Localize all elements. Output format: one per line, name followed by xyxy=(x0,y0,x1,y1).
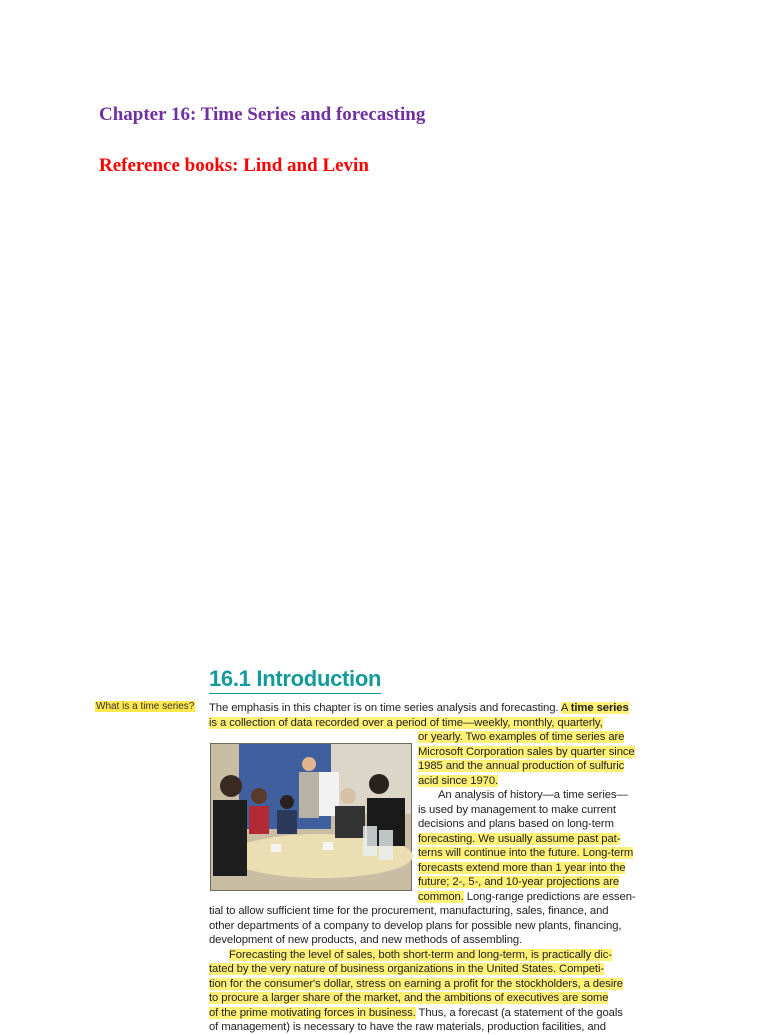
text-segment: to procure a larger share of the market, and the ambitions of executives are some xyxy=(209,992,609,1004)
text-segment: development of new products, and new methods of assembling. xyxy=(209,934,523,946)
text-segment: or yearly. xyxy=(418,731,463,743)
text-segment: time series xyxy=(570,702,629,714)
chapter-title: Chapter 16: Time Series and forecasting xyxy=(99,104,426,125)
text-segment: of management) is necessary to have the raw materials, production facilities, and xyxy=(209,1021,606,1033)
text-segment: common. xyxy=(418,890,464,903)
text-line xyxy=(418,774,638,789)
text-segment: A xyxy=(560,702,571,714)
text-segment: other departments of a company to develop plans for possible new plants, financing, xyxy=(209,919,622,932)
text-line xyxy=(209,1006,639,1021)
text-line xyxy=(418,745,638,760)
text-line xyxy=(418,832,638,847)
text-line xyxy=(209,716,639,731)
text-line xyxy=(418,817,638,832)
text-segment: Forecasting the level of sales, both short-term and long-term, is practically dic- xyxy=(229,948,612,961)
meeting-photo xyxy=(210,743,412,891)
text-segment: tion for the consumer's dollar, stress on earning a profit for the stockholders, a desire xyxy=(209,977,623,990)
text-segment: decisions and plans based on long-term xyxy=(418,818,614,830)
text-line xyxy=(209,904,639,919)
text-line xyxy=(418,890,638,905)
text-segment: acid since 1970. xyxy=(418,774,499,787)
text-line xyxy=(418,759,638,774)
text-segment: An analysis of history—a time series— xyxy=(438,789,628,801)
text-line xyxy=(418,875,638,890)
text-segment: Long-range predictions are essen- xyxy=(463,890,636,903)
text-line xyxy=(418,803,638,818)
text-segment: 1985 and the annual production of sulfuric xyxy=(418,760,625,772)
text-line xyxy=(418,846,638,861)
text-line xyxy=(418,730,638,745)
scanned-textbook-page xyxy=(0,660,768,1033)
text-segment: of the prime motivating forces in business. xyxy=(209,1006,416,1019)
text-segment: forecasting. xyxy=(418,832,476,845)
text-segment: tial to allow sufficient time for the procurement, manufacturing, sales, finance, and xyxy=(209,905,609,917)
text-segment: forecasts extend more than 1 year into the xyxy=(418,861,626,874)
text-segment: Microsoft Corporation sales by quarter since xyxy=(418,745,635,758)
margin-note: What is a time series? xyxy=(96,701,195,712)
text-segment: future; 2-, 5-, and 10-year projections are xyxy=(418,876,620,888)
text-line xyxy=(209,962,639,977)
text-segment: We usually assume past pat- xyxy=(475,832,621,845)
text-line xyxy=(209,919,639,934)
text-segment: Two examples of time series are xyxy=(462,731,625,743)
text-line xyxy=(209,991,639,1006)
text-line xyxy=(438,788,638,803)
text-line xyxy=(209,701,639,716)
text-segment: tated by the very nature of business organizations in the United States. Competi- xyxy=(209,963,605,975)
reference-books: Reference books: Lind and Levin xyxy=(99,155,369,176)
text-segment: The emphasis in this chapter is on time series analysis and forecasting. xyxy=(209,702,561,714)
text-segment: is used by management to make current xyxy=(418,803,616,816)
section-heading: 16.1 Introduction xyxy=(209,666,381,694)
text-line xyxy=(209,933,639,948)
text-line xyxy=(209,977,639,992)
text-line xyxy=(209,1020,639,1035)
text-line xyxy=(418,861,638,876)
text-segment: Thus, a forecast (a statement of the goals xyxy=(415,1006,623,1019)
text-segment: terns will continue into the future. Long-term xyxy=(418,847,634,859)
text-segment: is a collection of data recorded over a period of time—weekly, monthly, quarterly, xyxy=(209,716,603,729)
text-line xyxy=(229,948,638,963)
